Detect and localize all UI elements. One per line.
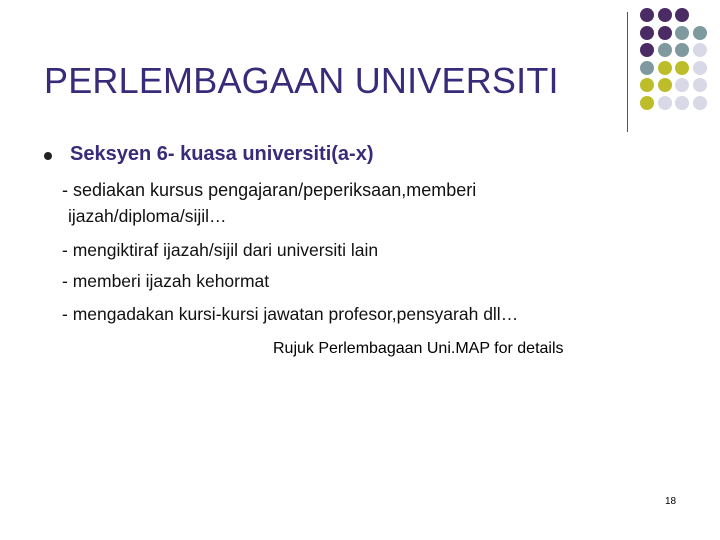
decorative-dot	[675, 78, 689, 92]
decorative-dot	[658, 26, 672, 40]
title-divider-line	[627, 12, 628, 132]
decorative-dot	[640, 61, 654, 75]
decorative-dot	[675, 8, 689, 22]
sub-line-5: - mengadakan kursi-kursi jawatan profesor,pensyarah dll…	[62, 304, 519, 324]
decorative-dot	[640, 78, 654, 92]
page-number: 18	[665, 496, 677, 507]
decorative-dot	[658, 43, 672, 57]
decorative-dot	[693, 43, 707, 57]
sub-line-2: ijazah/diploma/sijil…	[68, 206, 227, 226]
decorative-dot	[658, 8, 672, 22]
decorative-dot	[658, 61, 672, 75]
decorative-dot	[675, 26, 689, 40]
decorative-dot	[693, 26, 707, 40]
bullet-heading: Seksyen 6- kuasa universiti(a-x)	[70, 143, 374, 165]
decorative-dot	[658, 78, 672, 92]
decorative-dot	[693, 61, 707, 75]
decorative-dot	[675, 61, 689, 75]
sub-line-4: - memberi ijazah kehormat	[62, 271, 270, 291]
decorative-dot	[675, 43, 689, 57]
decorative-dot	[675, 96, 689, 110]
bullet-icon	[44, 152, 52, 160]
decorative-dot	[693, 78, 707, 92]
decorative-dot	[640, 8, 654, 22]
reference-note: Rujuk Perlembagaan Uni.MAP for details	[273, 340, 564, 357]
decorative-dot	[640, 26, 654, 40]
decorative-dot	[640, 43, 654, 57]
sub-line-3: - mengiktiraf ijazah/sijil dari universiti lain	[62, 240, 379, 260]
sub-line-1: - sediakan kursus pengajaran/peperiksaan,memberi	[62, 180, 477, 200]
decorative-dot	[640, 96, 654, 110]
decorative-dot	[658, 96, 672, 110]
slide-title: PERLEMBAGAAN UNIVERSITI	[44, 60, 559, 101]
decorative-dot	[693, 96, 707, 110]
